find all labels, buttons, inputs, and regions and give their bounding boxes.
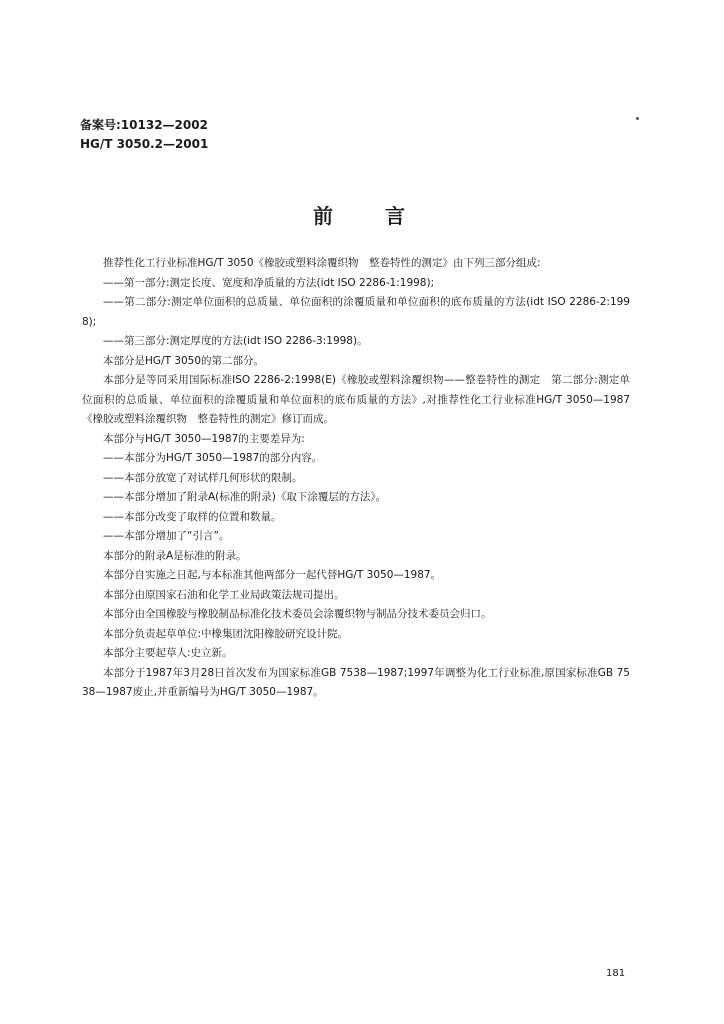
standard-number: HG/T 3050.2—2001	[80, 137, 209, 151]
foreword-body	[82, 254, 630, 703]
paragraph: 本部分由全国橡胶与橡胶制品标准化技术委员会涂覆织物与制品分技术委员会归口。	[103, 608, 492, 620]
paragraph: 推荐性化工行业标准HG/T 3050《橡胶或塑料涂覆织物 整卷特性的测定》由下列三部分组成:	[103, 257, 541, 269]
scan-speck	[636, 117, 639, 120]
paragraph: ——第三部分:测定厚度的方法(idt ISO 2286-3:1998)。	[103, 335, 368, 347]
paragraph: 本部分于1987年3月28日首次发布为国家标准GB 7538—1987;1997年调整为化工行业标准,原国家标准GB 7538—1987废止,并重新编号为HG/T 3050—1987。	[82, 666, 630, 698]
page-number: 181	[606, 968, 626, 979]
paragraph: ——第一部分:测定长度、宽度和净质量的方法(idt ISO 2286-1:1998);	[103, 276, 435, 289]
paragraph: 本部分主要起草人:史立新。	[103, 647, 233, 659]
paragraph: ——第二部分:测定单位面积的总质量、单位面积的涂覆质量和单位面积的底布质量的方法(idt ISO 2286-2:1998);	[82, 296, 630, 328]
paragraph: ——本部分放宽了对试样几何形状的限制。	[103, 471, 303, 484]
paragraph: 本部分是HG/T 3050的第二部分。	[103, 354, 265, 367]
paragraph: 本部分由原国家石油和化学工业局政策法规司提出。	[103, 588, 345, 601]
record-number: 备案号:10132—2002	[80, 118, 208, 132]
paragraph: ——本部分为HG/T 3050—1987的部分内容。	[103, 452, 323, 464]
paragraph: ——本部分增加了附录A(标准的附录)《取下涂覆层的方法》。	[103, 491, 387, 503]
page-title: 前言	[313, 204, 457, 228]
document-header	[80, 116, 208, 154]
paragraph: 本部分是等同采用国际标准ISO 2286-2:1998(E)《橡胶或塑料涂覆织物——整卷特性的测定 第二部分:测定单位面积的总质量、单位面积的涂覆质量和单位面积的底布质量的方法》,对推荐性化工行业标准HG/T 3050—1987《橡胶或塑料涂覆织物 整卷特性的测定》修订而成。	[82, 374, 630, 425]
paragraph: 本部分与HG/T 3050—1987的主要差异为:	[103, 432, 305, 445]
paragraph: 本部分负责起草单位:中橡集团沈阳橡胶研究设计院。	[103, 627, 349, 640]
paragraph: 本部分的附录A是标准的附录。	[103, 549, 247, 562]
paragraph: ——本部分增加了“引言”。	[103, 530, 230, 542]
paragraph: 本部分自实施之日起,与本标准其他两部分一起代替HG/T 3050—1987。	[103, 569, 442, 581]
paragraph: ——本部分改变了取样的位置和数量。	[103, 510, 282, 523]
